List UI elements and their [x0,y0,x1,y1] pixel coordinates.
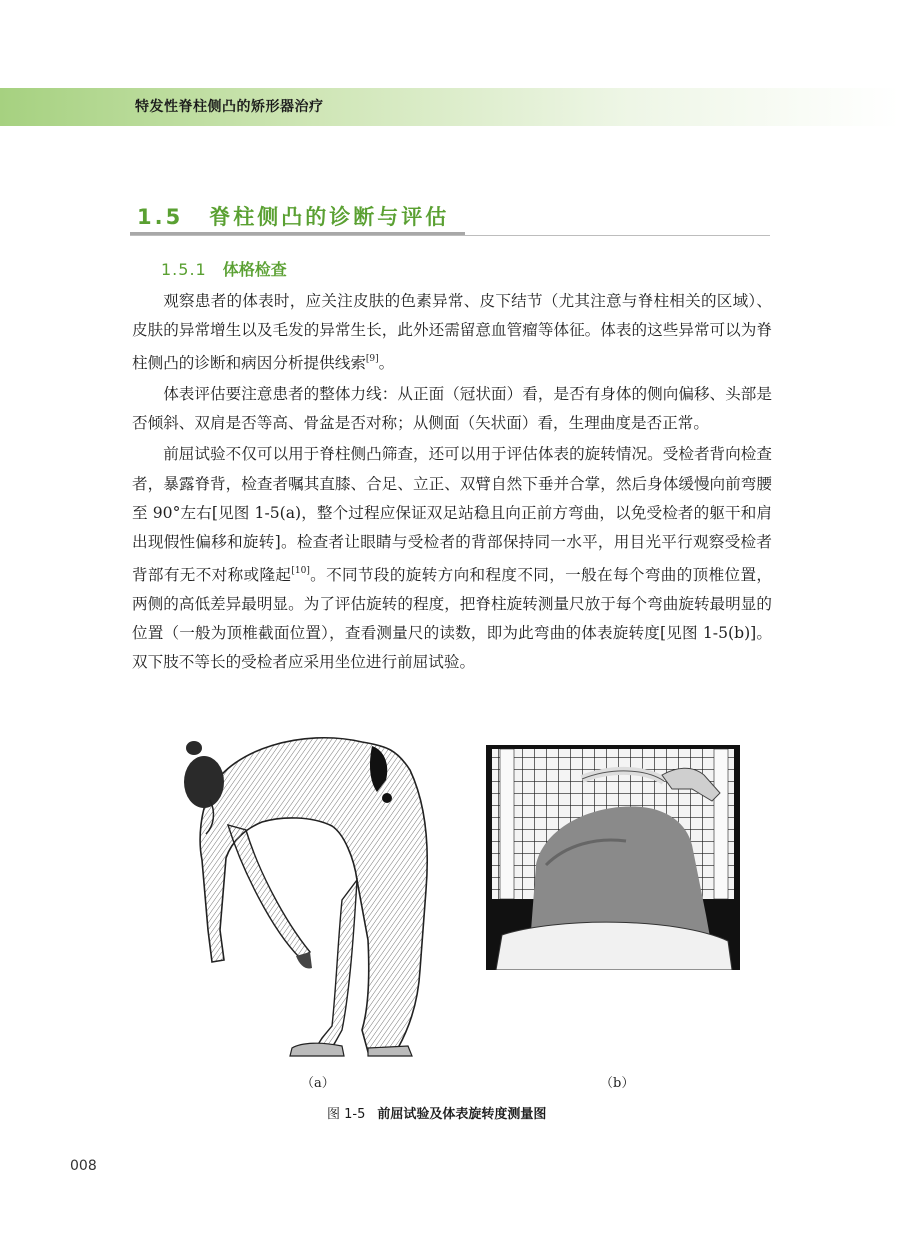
rotation-measurement-photo [486,745,740,970]
citation-10: [10] [291,565,310,576]
subsection-title: 体格检查 [222,260,287,279]
figure-number: 图 1-5 [327,1107,366,1122]
citation-9: [9] [365,354,379,365]
subsection-heading [161,257,287,280]
paragraph-2: 体表评估要注意患者的整体力线：从正面（冠状面）看，是否有身体的侧向偏移、头部是否倾斜、双肩是否等高、骨盆是否对称；从侧面（矢状面）看，生理曲度是否正常。 [132,385,772,433]
paragraph-1: 观察患者的体表时，应关注皮肤的色素异常、皮下结节（尤其注意与脊柱相关的区域）、皮肤的异常增生以及毛发的异常生长，此外还需留意血管瘤等体征。体表的这些异常可以为脊柱侧凸的诊断和病因分析提供线索[9]。 [132,292,772,373]
subsection-number: 1.5.1 [161,260,207,279]
page-number: 008 [70,1158,97,1174]
section-title: 脊柱侧凸的诊断与评估 [209,205,450,229]
figure-a-label: （a） [301,1076,335,1091]
body-text [132,287,772,679]
figure-caption-text: 前屈试验及体表旋转度测量图 [377,1107,547,1122]
forward-bend-illustration [172,730,447,1065]
paragraph-3: 前屈试验不仅可以用于脊柱侧凸筛查，还可以用于评估体表的旋转情况。受检者背向检查者，暴露脊背，检查者嘱其直膝、合足、立正、双臂自然下垂并合掌，然后身体缓慢向前弯腰至 90°左右[见图 1-5(a)，整个过程应保证双足站稳且向正前方弯曲，以免受检者的躯干和肩出现假性偏移和旋转]。检查者让眼睛与受检者的背部保持同一水平，用目光平行观察受检者背部有无不对称或隆起[10]。不同节段的旋转方向和程度不同，一般在每个弯曲的顶椎位置，两侧的高低差异最明显。为了评估旋转的程度，把脊柱旋转测量尺放于每个弯曲旋转最明显的位置（一般为顶椎截面位置），查看测量尺的读数，即为此弯曲的体表旋转度[见图 1-5(b)]。双下肢不等长的受检者应采用坐位进行前屈试验。 [132,445,772,672]
running-header-title: 特发性脊柱侧凸的矫形器治疗 [135,99,324,115]
section-heading [137,201,449,231]
section-number: 1.5 [137,205,184,229]
figure-caption [327,1103,546,1122]
section-rule [130,235,770,236]
figure-b-label: （b） [600,1076,635,1091]
